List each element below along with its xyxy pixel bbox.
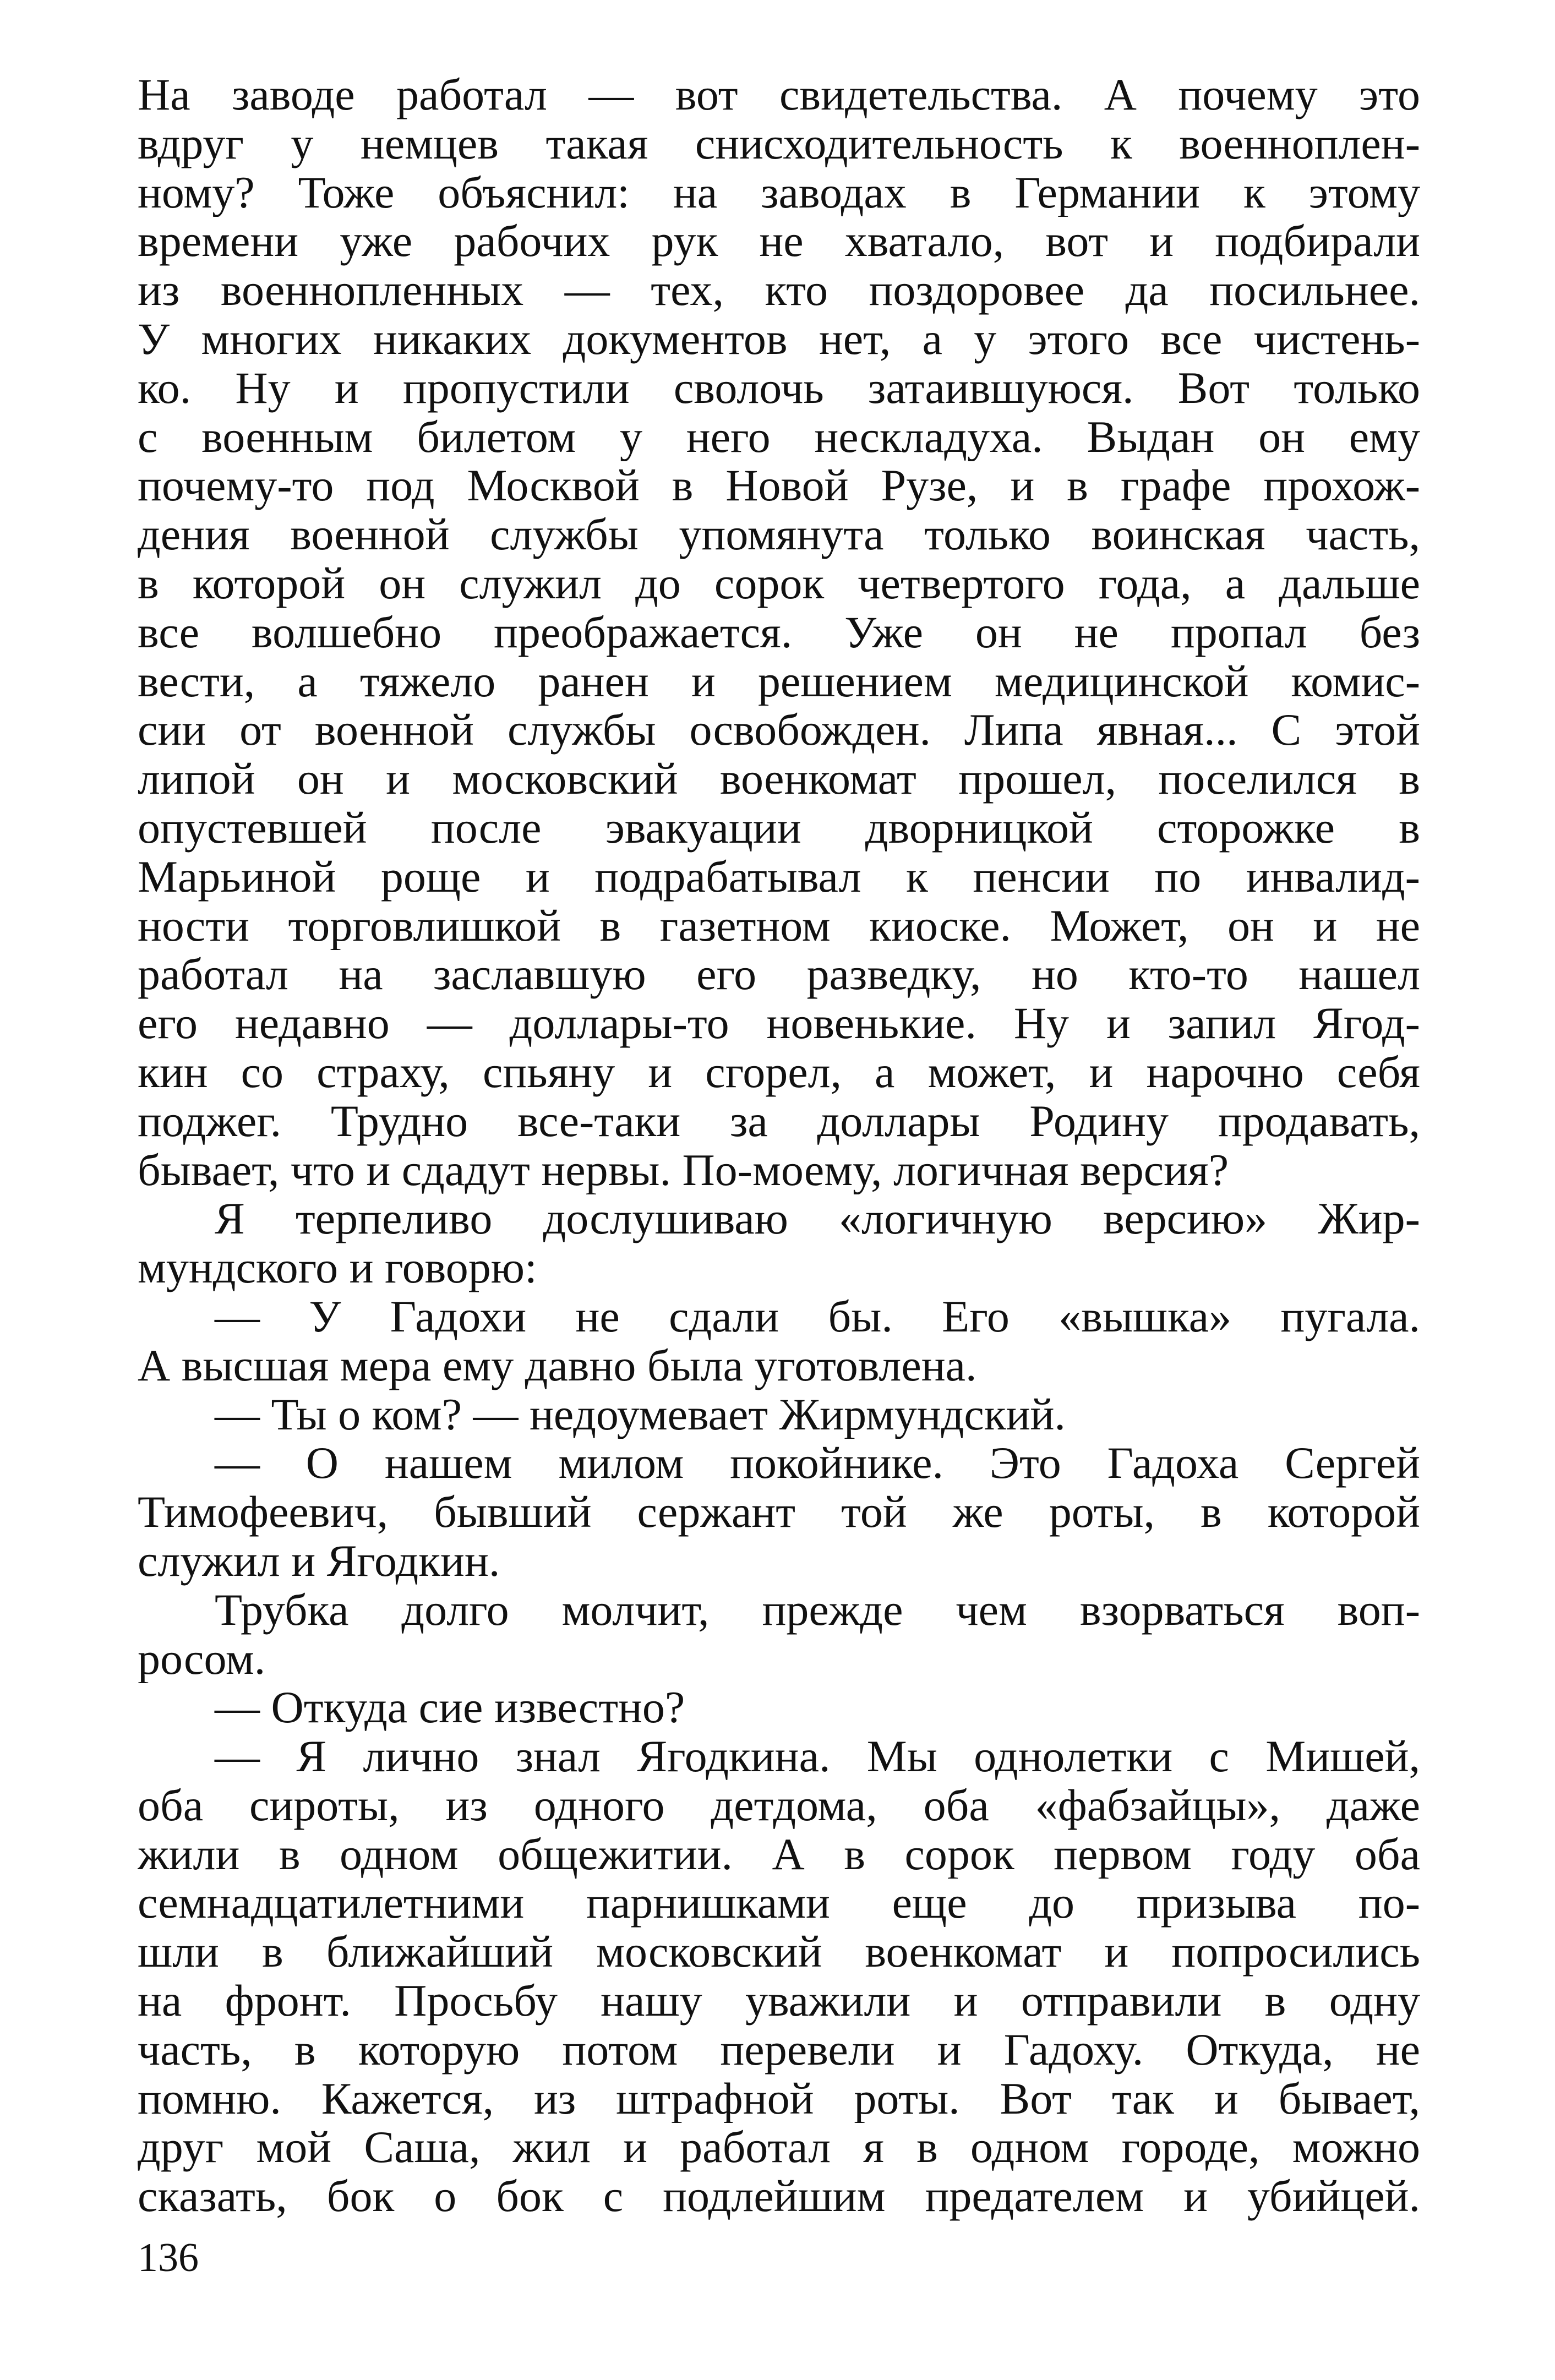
- text-line: А высшая мера ему давно была уготовлена.: [138, 1341, 977, 1390]
- text-line: дения военной службы упомянута только воинская часть,: [138, 510, 1420, 559]
- text-line: шли в ближайший московский военкомат и попросились: [138, 1928, 1420, 1977]
- text-line: сказать, бок о бок с подлейшим предателем и убийцей.: [138, 2172, 1420, 2221]
- text-line: росом.: [138, 1634, 266, 1684]
- page-body-text: [138, 70, 1420, 2221]
- text-line: ко. Ну и пропустили сволочь затаившуюся. Вот только: [138, 363, 1420, 413]
- text-line: — О нашем милом покойнике. Это Гадоха Сергей: [215, 1439, 1420, 1488]
- text-line: на фронт. Просьбу нашу уважили и отправили в одну: [138, 1977, 1420, 2026]
- text-line: Марьиной роще и подрабатывал к пенсии по инвалид-: [138, 852, 1420, 902]
- text-line: оба сироты, из одного детдома, оба «фабзайцы», даже: [138, 1781, 1420, 1830]
- text-line: — Я лично знал Ягодкина. Мы однолетки с Мишей,: [215, 1732, 1420, 1781]
- text-line: из военнопленных — тех, кто поздоровее да посильнее.: [138, 266, 1420, 315]
- text-line: бывает, что и сдадут нервы. По-моему, логичная версия?: [138, 1145, 1229, 1195]
- text-line: друг мой Саша, жил и работал я в одном городе, можно: [138, 2123, 1420, 2172]
- text-line: кин со страху, спьяну и сгорел, а может, и нарочно себя: [138, 1047, 1420, 1097]
- text-line: Я терпеливо дослушиваю «логичную версию» Жир-: [215, 1194, 1420, 1244]
- text-line: Трубка долго молчит, прежде чем взорваться воп-: [215, 1585, 1420, 1635]
- text-line: — Ты о ком? — недоумевает Жирмундский.: [215, 1390, 1066, 1439]
- text-line: в которой он служил до сорок четвертого года, а дальше: [138, 559, 1420, 608]
- text-line: семнадцатилетними парнишками еще до призыва по-: [138, 1879, 1420, 1928]
- text-line: часть, в которую потом перевели и Гадоху. Откуда, не: [138, 2025, 1420, 2075]
- text-line: У многих никаких документов нет, а у этого все чистень-: [138, 314, 1420, 364]
- text-line: ности торговлишкой в газетном киоске. Может, он и не: [138, 901, 1420, 951]
- text-line: работал на заславшую его разведку, но кто-то нашел: [138, 950, 1420, 1000]
- text-line: сии от военной службы освобожден. Липа явная... С этой: [138, 706, 1420, 755]
- text-line: с военным билетом у него нескладуха. Выдан он ему: [138, 412, 1420, 462]
- text-line: все волшебно преображается. Уже он не пропал без: [138, 608, 1420, 657]
- text-line: — Откуда сие известно?: [215, 1683, 685, 1733]
- text-line: почему-то под Москвой в Новой Рузе, и в графе прохож-: [138, 461, 1420, 511]
- text-line: его недавно — доллары-то новенькие. Ну и запил Ягод-: [138, 999, 1420, 1048]
- text-line: служил и Ягодкин.: [138, 1536, 500, 1586]
- page-number: 136: [138, 2235, 199, 2280]
- text-line: ному? Тоже объяснил: на заводах в Германии к этому: [138, 168, 1420, 217]
- text-line: поджег. Трудно все-таки за доллары Родину продавать,: [138, 1096, 1420, 1146]
- text-line: времени уже рабочих рук не хватало, вот и подбирали: [138, 217, 1420, 266]
- text-line: помню. Кажется, из штрафной роты. Вот так и бывает,: [138, 2074, 1420, 2124]
- text-line: — У Гадохи не сдали бы. Его «вышка» пугала.: [215, 1292, 1420, 1341]
- text-line: опустевшей после эвакуации дворницкой сторожке в: [138, 803, 1420, 853]
- text-line: вести, а тяжело ранен и решением медицинской комис-: [138, 657, 1420, 706]
- text-line: липой он и московский военкомат прошел, поселился в: [138, 755, 1420, 804]
- text-line: жили в одном общежитии. А в сорок первом году оба: [138, 1830, 1420, 1879]
- text-line: Тимофеевич, бывший сержант той же роты, в которой: [138, 1488, 1420, 1537]
- text-line: мундского и говорю:: [138, 1243, 537, 1292]
- text-line: На заводе работал — вот свидетельства. А почему это: [138, 70, 1420, 119]
- text-line: вдруг у немцев такая снисходительность к военноплен-: [138, 119, 1420, 168]
